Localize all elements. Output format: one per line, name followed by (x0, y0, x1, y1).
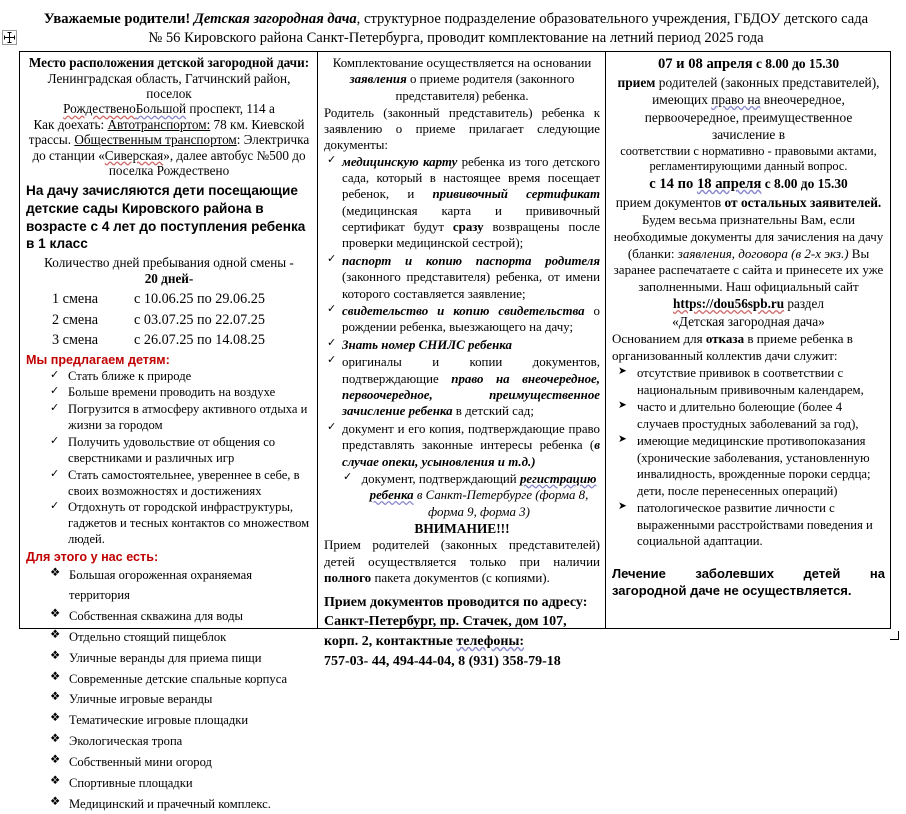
doc-bold-2: сразу (452, 220, 484, 235)
grateful-a: Будем весьма признательны Вам, если необходимые документы для зачисления на дачу (бланки: (613, 212, 884, 261)
list-item: ❖ Собственная скважина для воды (50, 606, 312, 626)
intro-application-word: заявления (349, 72, 407, 87)
reception-address-block (324, 593, 600, 673)
offers-heading: Мы предлагаем детям: (26, 352, 170, 367)
offers-list (26, 368, 312, 548)
tail-a: Прием родителей (законных представителей) детей осуществляется только при наличии (324, 537, 600, 569)
date-1-time: с 8.00 до 15.30 (752, 56, 840, 71)
address-house: проспект, 114 а (186, 101, 275, 117)
howto-public-text-2: », далее автобус №500 до поселка Рождествено (108, 147, 306, 179)
shift-days-count: 20 дней- (144, 271, 194, 287)
attention-text (324, 537, 600, 587)
other-applicants-a: прием документов (615, 194, 725, 210)
doc-lead-2: прививочный сертификат (432, 187, 600, 202)
column-documents (318, 52, 606, 670)
documents-intro (324, 55, 600, 104)
refusal-intro (612, 331, 885, 364)
reception-rest: родителей (законных представителей), имеющих (652, 74, 880, 108)
doc-lead: Знать номер СНИЛС ребенка (342, 337, 512, 352)
header-line-1 (20, 10, 892, 29)
doc-rest: документ и его копия, подтверждающие право представлять законные интересы ребенка ( (342, 421, 600, 453)
list-item: ❖ Тематические игровые площадки (50, 710, 312, 730)
list-item: ❖ Уличные игровые веранды (50, 689, 312, 709)
doc-rest: о рождении ребенка, выезжающего на дачу; (342, 304, 600, 335)
shift-row (26, 310, 312, 331)
intro-part-c: о приеме родителя (законного представителя) ребенка. (395, 72, 575, 103)
howto-auto-text: 78 км. Киевской трассы. (28, 116, 305, 148)
date-1: 07 и 08 апреля (657, 56, 753, 72)
facilities-list (26, 565, 312, 814)
document-header (0, 0, 906, 50)
table-resize-handle-icon[interactable] (890, 631, 899, 640)
intro-part-a: Комплектование осуществляется на основании (332, 56, 592, 70)
address-street: Большой (135, 101, 187, 117)
shift-dates: с 10.06.25 по 29.06.25 (134, 291, 265, 308)
list-item: ➤ отсутствие прививок в соответствии с национальным прививочным календарем, (618, 365, 885, 398)
shift-dates: с 03.07.25 по 22.07.25 (134, 311, 265, 328)
address-line-2 (324, 632, 600, 652)
forms-names: заявления, договора (в 2-х экз.) (677, 245, 849, 261)
other-applicants-line (612, 194, 885, 211)
header-emphasis: Детская загородная дача (193, 11, 357, 27)
shift-dates: с 26.07.25 по 14.08.25 (134, 332, 265, 349)
date-2-a: с 14 по (649, 175, 697, 192)
address-line-2-text: корп. 2, контактные (324, 634, 457, 650)
shift-schedule (26, 289, 312, 351)
shift-days-line: Количество дней пребывания одной смены - (44, 255, 294, 271)
address-heading: Прием документов проводится по адресу: (324, 594, 588, 610)
shift-row (26, 330, 312, 351)
reception-right-phrase: право на (711, 92, 761, 108)
list-item: ✓ Отдохнуть от городской инфраструктуры, гаджетов и тесных контактов со множеством людей. (50, 499, 312, 547)
website-url[interactable]: https://dou56spb.ru (673, 296, 785, 312)
list-item: ❖ Уличные веранды для приема пищи (50, 648, 312, 668)
date-2-b: 18 апреля (696, 175, 762, 192)
date-2-time: с 8.00 до 15.30 (761, 175, 848, 191)
reception-rest-2: внеочередное, первоочередное, преимущественное зачисление в (644, 92, 853, 143)
list-item (326, 337, 600, 353)
list-item: ✓ Погрузится в атмосферу активного отдыха и жизни за городом (50, 401, 312, 433)
doc-rest-2: (медицинская карта и прививочный сертификат будут (342, 203, 600, 235)
tail-bold: полного (324, 570, 372, 586)
phones-label: телефоны: (456, 634, 525, 650)
other-applicants-b: от остальных заявителей. (724, 194, 882, 210)
grateful-c: Вы заранее распечатаете с сайта и принесете их уже заполненными. Наш официальный сайт (613, 245, 884, 294)
shift-name: 2 смена (52, 311, 99, 328)
header-line-1-rest: , структурное подразделение образовательного учреждения, ГБДОУ детского сада (356, 11, 869, 27)
station-name: Сиверская (104, 147, 164, 163)
list-item: ❖ Собственный мини огород (50, 752, 312, 772)
doc-lead: свидетельство и копию свидетельства (342, 304, 585, 319)
list-item: ❖ Спортивные площадки (50, 773, 312, 793)
sub-doc-registration: регистрацию ребенка (369, 471, 597, 503)
sub-doc-c: в Санкт-Петербурге (форма 8, форма 9, форма 3) (413, 488, 589, 519)
info-table (19, 51, 891, 811)
list-item: ❖ Отдельно стоящий пищеблок (50, 627, 312, 647)
list-item: ➤ часто и длительно болеющие (более 4 случаев простудных заболеваний за год), (618, 399, 885, 432)
list-item: ➤ имеющие медицинские противопоказания (хронические заболевания, установленную инвалидность, врожденные пороки сердца; дети, после перенесенных операций) (618, 433, 885, 499)
reception-bold: прием (617, 74, 656, 90)
shift-name: 3 смена (52, 332, 99, 349)
header-salutation: Уважаемые родители! (43, 11, 191, 27)
documents-list (324, 154, 600, 521)
location-address (26, 71, 312, 179)
list-item: ❖ Большая огороженная охраняемая территория (50, 565, 312, 606)
list-item: ✓ Получить удовольствие от общения со сверстниками и различных игр (50, 434, 312, 466)
website-line (612, 295, 885, 312)
doc-lead-2: в случае опеки, усыновления и т.д.) (342, 438, 600, 469)
printing-request (612, 212, 885, 295)
refusal-c: в приеме ребенка в организованный коллектив дачи служит: (612, 331, 853, 363)
address-line-1: Санкт-Петербург, пр. Стачек, дом 107, (324, 614, 567, 630)
tail-c: пакета документов (с копиями). (371, 570, 550, 586)
treatment-note: Лечение заболевших детей на загородной даче не осуществляется. (612, 565, 885, 598)
table-move-handle-icon[interactable] (2, 30, 17, 45)
list-item (326, 303, 600, 336)
refusal-reasons-list (612, 365, 885, 550)
column-location-and-offers (20, 52, 318, 811)
list-item: ✓ Больше времени проводить на воздухе (50, 384, 312, 400)
doc-rest: (законного представителя) ребенка, от имени которого составляется заявление; (342, 270, 600, 301)
priority-reception-text (612, 74, 885, 144)
list-item: ➤ патологическое развитие личности с выраженными расстройствами поведения и социальной адаптации. (618, 500, 885, 550)
shift-row (26, 289, 312, 310)
list-item (326, 154, 600, 252)
list-item (326, 354, 600, 420)
howto-auto-label: Автотранспортом: (107, 116, 211, 132)
howto-public-text: : Электричка до станции « (32, 132, 310, 163)
doc-rest: ребенка из того детского сада, который в настоящее время посещает ребенок, и (342, 154, 600, 202)
list-item (326, 253, 600, 302)
location-title: Место расположения детской загородной дачи: (28, 55, 310, 70)
reception-date-1 (612, 55, 885, 74)
contact-phones: 757-03- 44, 494-44-04, 8 (931) 358-79-18 (324, 654, 561, 670)
list-item: ✓ Стать ближе к природе (50, 368, 312, 384)
address-settlement: Рождествено (63, 101, 136, 117)
attention-heading: ВНИМАНИЕ!!! (414, 521, 510, 537)
website-section-label: раздел (784, 296, 824, 312)
header-line-2: № 56 Кировского района Санкт-Петербурга, проводит комплектование на летний период 2025 года (148, 29, 764, 46)
list-item: ❖ Медицинский и прачечный комплекс. (50, 794, 312, 814)
howto-label: Как доехать: (33, 116, 105, 132)
doc-rest: оригиналы и копии документов, подтверждающие (342, 355, 600, 386)
doc-lead-2: право на внеочередное, первоочередное, преимущественное зачисление ребенка (342, 371, 600, 419)
doc-rest-2: в детский сад; (452, 404, 534, 419)
address-line-1: Ленинградская область, Гатчинский район, поселок (47, 70, 291, 102)
refusal-a: Основанием для (612, 331, 706, 346)
howto-public-label: Общественным транспортом (74, 132, 237, 148)
list-item-sub (326, 471, 600, 520)
list-item: ❖ Современные детские спальные корпуса (50, 669, 312, 689)
list-item: ✓ Стать самостоятельнее, увереннее в себе, в своих возможностях и достижениях (50, 467, 312, 499)
doc-rest-3: возвращены после проверки медицинской сестрой); (342, 220, 600, 251)
list-item (326, 421, 600, 470)
doc-lead: медицинскую карту (342, 154, 458, 169)
facilities-heading: Для этого у нас есть: (26, 549, 159, 564)
reception-date-2 (612, 175, 885, 194)
sub-doc-a: документ, подтверждающий (361, 471, 520, 486)
documents-paragraph: Родитель (законный представитель) ребенка к заявлению о приеме прилагает следующие документы: (324, 105, 600, 153)
shift-name: 1 смена (52, 291, 99, 308)
refusal-bold: отказа (705, 331, 745, 346)
enrollment-rules: На дачу зачисляются дети посещающие детские сады Кировского района в возрасте с 4 лет до поступления ребенка в 1 класс (26, 182, 306, 252)
doc-lead: паспорт и копию паспорта родителя (342, 253, 600, 268)
column-dates-and-refusal (606, 52, 890, 628)
website-section-name: «Детская загородная дача» (672, 313, 825, 329)
priority-reception-note: соответствии с нормативно - правовыми актами, регламентирующими данный вопрос. (620, 143, 877, 174)
list-item: ❖ Экологическая тропа (50, 731, 312, 751)
shift-days-info (26, 255, 312, 287)
